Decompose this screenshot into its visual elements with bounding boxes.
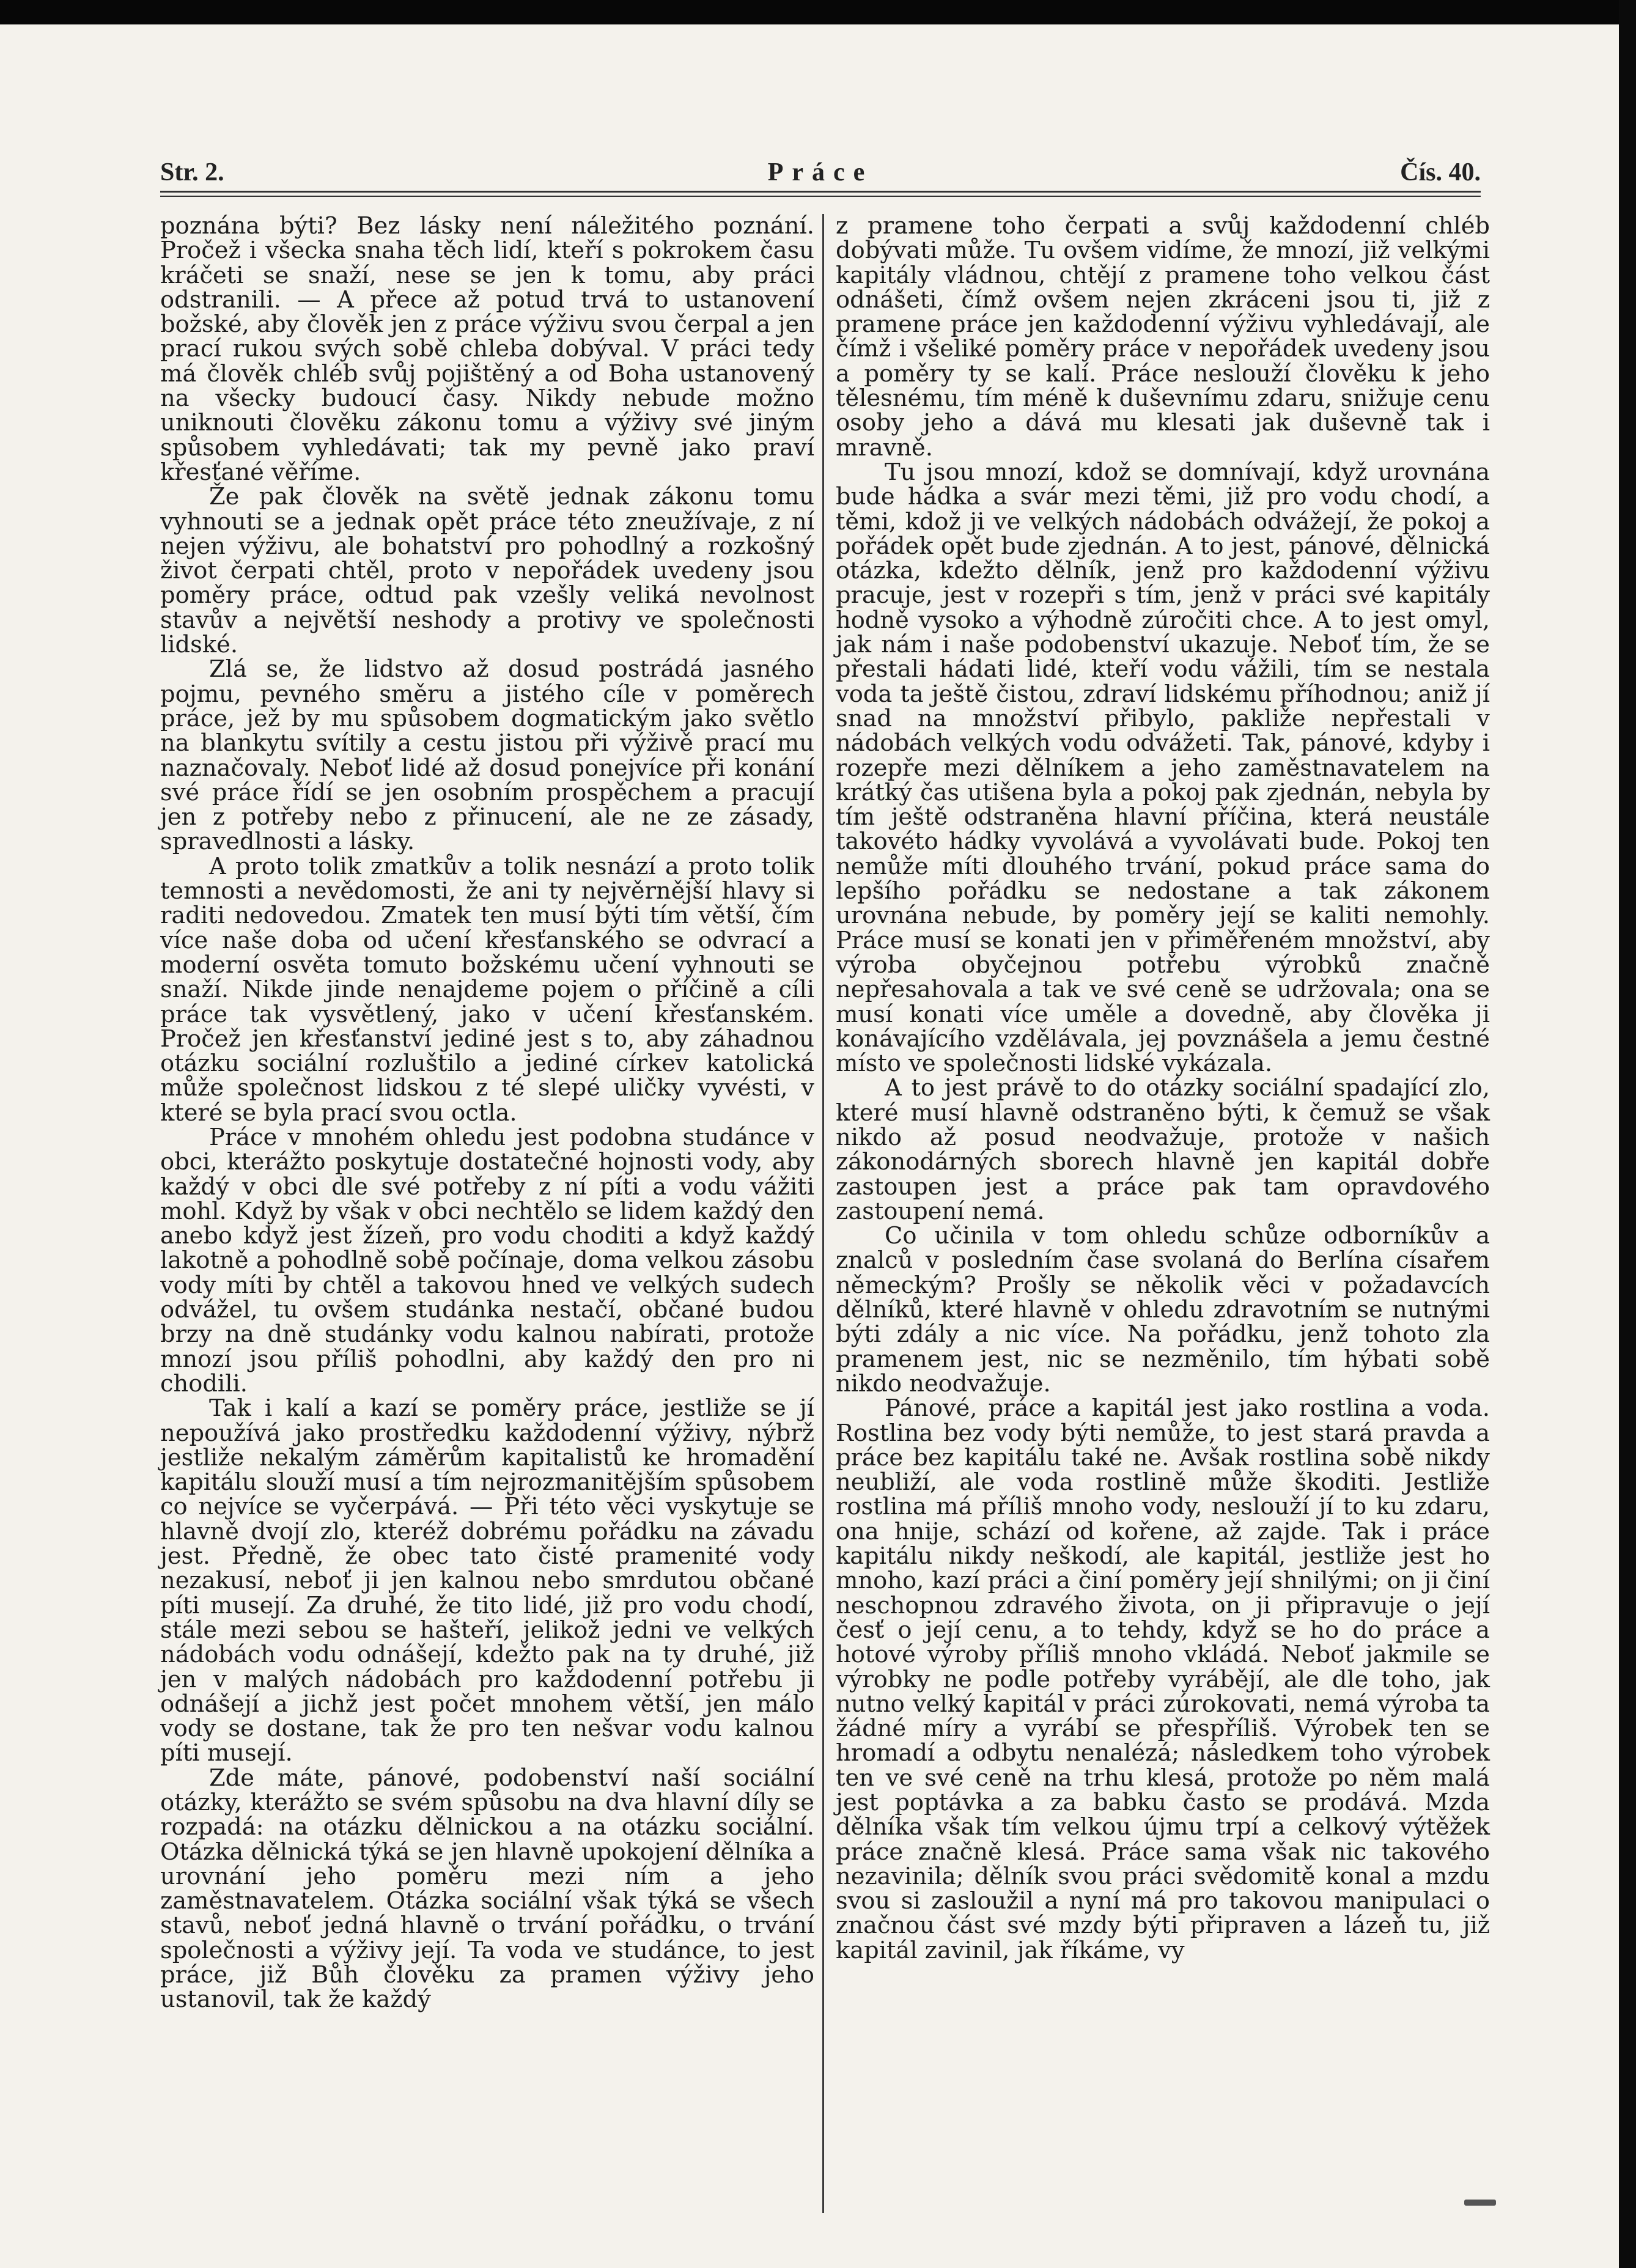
left-column	[160, 214, 814, 2012]
scan-right-edge	[1619, 0, 1636, 2268]
paragraph: Co učinila v tom ohledu schůze odborníkův a znalců v posledním čase svolaná do Berlína císařem německým? Prošly se několik věci v požadavcích dělníků, které hlavně v ohledu zdravotním se nutnými býti zdály a nic více. Na pořádku, jenž tohoto zla pramenem jest, nic se nezměnilo, tím hýbati sobě nikdo neodvažuje.	[836, 1222, 1490, 1397]
scan-top-edge	[0, 0, 1636, 24]
paragraph: Že pak člověk na světě jednak zákonu tomu vyhnouti se a jednak opět práce této zneužívaje, z ní nejen výživu, ale bohatství pro pohodlný a rozkošný život čerpati chtěl, proto v nepořádek uvedeny jsou poměry práce, odtud pak vzešly veliká nevolnost stavův a největší neshody a protivy ve společnosti lidské.	[160, 483, 814, 659]
paragraph: Práce v mnohém ohledu jest podobna studánce v obci, kterážto poskytuje dostatečné hojnosti vody, aby každý v obci dle své potřeby z ní píti a vodu vážiti mohl. Když by však v obci nechtělo se lidem každý den anebo když jest žízeň, pro vodu choditi a když každý lakotně a pohodlně sobě počínaje, doma velkou zásobu vody míti by chtěl a takovou hned ve velkých sudech odvážel, tu ovšem studánka nestačí, občané budou brzy na dně studánky vodu kalnou nabírati, protože mnozí jsou příliš pohodlni, aby každý den pro ni chodili.	[160, 1123, 814, 1397]
paragraph: Tak i kalí a kazí se poměry práce, jestliže se jí nepoužívá jako prostředku každodenní výživy, nýbrž jestliže nekalým záměrům kapitalistů ke hromadění kapitálu slouží musí a tím nejrozmanitějším spůsobem co nejvíce se vyčerpává. — Při této věci vyskytuje se hlavně dvojí zlo, kteréž dobrému pořádku na závadu jest. Předně, že obec tato čisté pramenité vody nezakusí, neboť ji jen kalnou nebo smrdutou občané píti musejí. Za druhé, že tito lidé, již pro vodu chodí, stále mezi sebou se hašteří, jelikož jedni ve velkých nádobách vodu odnášejí, kdežto pak na ty druhé, již jen v malých nádobách pro každodenní potřebu ji odnášejí a jichž jest počet mnohem větší, jen málo vody se dostane, tak že pro ten nešvar vodu kalnou píti musejí.	[160, 1394, 814, 1767]
page-header	[160, 152, 1481, 194]
paragraph: A to jest právě to do otázky sociální spadající zlo, které musí hlavně odstraněno býti, k čemuž se však nikdo až posud neodvažuje, protože v našich zákonodárných sborech hlavně jen kapitál dobře zastoupen jest a práce pak tam opravdového zastoupení nemá.	[836, 1074, 1490, 1225]
paragraph: z pramene toho čerpati a svůj každodenní chléb dobývati může. Tu ovšem vidíme, že mnozí, již velkými kapitály vládnou, chtějí z pramene toho velkou část odnášeti, čímž ovšem nejen zkráceni jsou ti, již z pramene práce jen každodenní výživu vyhledávají, ale čímž i všeliké poměry práce v nepořádek uvedeny jsou a poměry ty se kalí. Práce neslouží člověku k jeho tělesnému, tím méně k duševnímu zdaru, snižuje cenu osoby jeho a dává mu klesati jak duševně tak i mravně.	[836, 212, 1490, 462]
paragraph: Tu jsou mnozí, kdož se domnívají, když urovnána bude hádka a svár mezi těmi, již pro vodu chodí, a těmi, kdož ji ve velkých nádobách odvážejí, že pokoj a pořádek opět bude zjednán. A to jest, pánové, dělnická otázka, kdežto dělník, jenž pro každodenní výživu pracuje, jest v rozepři s tím, jenž v práci své kapitály hodně vysoko a výhodně zúročiti chce. A to jest omyl, jak nám i naše podobenství ukazuje. Neboť tím, že se přestali hádati lidé, kteří vodu vážili, tím se nestala voda ta ještě čistou, zdraví lidskému příhodnou; aniž jí snad na množství přibylo, pakliže nepřestali v nádobách velkých vodu odvážeti. Tak, pánové, kdyby i rozepře mezi dělníkem a jeho zaměstnavatelem na krátký čas utišena byla a pokoj pak zjednán, nebyla by tím ještě odstraněna hlavní příčina, která neustále takovéto hádky vyvolává a vyvolávati bude. Pokoj ten nemůže míti dlouhého trvání, pokud práce sama do lepšího pořádku se nedostane a tak zákonem urovnána nebude, by poměry její se kaliti nemohly. Práce musí se konati jen v přiměřeném množství, aby výroba obyčejnou potřebu výrobků značně nepřesahovala a tak ve své ceně se udržovala; ona se musí konati více uměle a dovedně, aby člověka ji konávajícího vzdělávala, jej povznášela a jemu čestné místo ve společnosti lidské vykázala.	[836, 458, 1490, 1078]
paragraph: Pánové, práce a kapitál jest jako rostlina a voda. Rostlina bez vody býti nemůže, to jest stará pravda a práce bez kapitálu také ne. Avšak rostlina sobě nikdy neubliží, ale voda rostlině může škoditi. Jestliže rostlina má příliš mnoho vody, neslouží jí to ku zdaru, ona hnije, schází od kořene, až zajde. Tak i práce kapitálu nikdy neškodí, ale kapitál, jestliže jest ho mnoho, kazí práci a činí poměry její shnilými; on ji činí neschopnou zdravého života, on ji připravuje o její česť o její cenu, a to tehdy, když se ho do práce a hotové výroby příliš mnoho vkládá. Neboť jakmile se výrobky ne podle potřeby vyrábějí, ale dle toho, jak nutno velký kapitál v práci zúrokovati, nemá výroba ta žádné míry a vyrábí se přespříliš. Výrobek ten se hromadí a odbytu nenalézá; následkem toho výrobek ten ve své ceně na trhu klesá, protože po něm malá jest poptávka a za babku často se prodává. Mzda dělníka však tím velkou újmu trpí a celkový výtěžek práce značně klesá. Práce sama však nic takového nezavinila; dělník svou práci svědomitě konal a mzdu svou si zasloužil a nyní má pro takovou manipulaci o značnou část své mzdy býti připraven a lázeň tu, již kapitál zavinil, jak říkáme, vy	[836, 1394, 1490, 1964]
right-column	[836, 214, 1490, 1963]
header-rule	[160, 191, 1481, 193]
paragraph: poznána býti? Bez lásky není náležitého poznání. Pročež i všecka snaha těch lidí, kteří s pokrokem času kráčeti se snaží, nese se jen k tomu, aby práci odstranili. — A přece až potud trvá to ustanovení božské, aby člověk jen z práce výživu svou čerpal a jen prací rukou svých sobě chleba dobýval. V práci tedy má člověk chléb svůj pojištěný a od Boha ustanovený na všecky budoucí časy. Nikdy nebude možno uniknouti člověku zákonu tomu a výživy své jiným spůsobem vyhledávati; tak my pevně jako praví křesťané věříme.	[160, 212, 814, 486]
header-rule-thin	[160, 196, 1481, 197]
newspaper-title: Práce	[767, 158, 874, 186]
column-divider	[822, 214, 824, 2213]
ink-smudge	[1464, 2200, 1496, 2206]
page-number: Str. 2.	[160, 158, 224, 186]
paragraph: Zde máte, pánové, podobenství naší sociální otázky, kterážto se svém spůsobu na dva hlavní díly se rozpadá: na otázku dělnickou a na otázku sociální. Otázka dělnická týká se jen hlavně upokojení dělníka a urovnání jeho poměru mezi ním a jeho zaměstnavatelem. Otázka sociální však týká se všech stavů, neboť jedná hlavně o trvání pořádku, o trvání společnosti a výživy její. Ta voda ve studánce, to jest práce, již Bůh člověku za pramen výživy jeho ustanovil, tak že každý	[160, 1764, 814, 2014]
issue-number: Čís. 40.	[1400, 158, 1481, 186]
paragraph: A proto tolik zmatkův a tolik nesnází a proto tolik temnosti a nevědomosti, že ani ty nejvěrnější hlavy si raditi nedovedou. Zmatek ten musí býti tím větší, čím více naše doba od učení křesťanského se odvrací a moderní osvěta tomuto božskému učení vyhnouti se snaží. Nikde jinde nenajdeme pojem o příčině a cíli práce tak vysvětlený, jako v učení křesťanském. Pročež jen křesťanství jediné jest s to, aby záhadnou otázku sociální rozluštilo a jediné církev katolická může společnost lidskou z té slepé uličky vyvésti, v které se byla prací svou octla.	[160, 852, 814, 1127]
paragraph: Zlá se, že lidstvo až dosud postrádá jasného pojmu, pevného směru a jistého cíle v poměrech práce, jež by mu spůsobem dogmatickým jako světlo na blankytu svítily a cestu jistou při výživě prací mu naznačovaly. Neboť lidé až dosud ponejvíce při konání své práce řídí se jen osobním prospěchem a pracují jen z potřeby nebo z přinucení, ale ne ze zásady, spravedlnosti a lásky.	[160, 655, 814, 856]
